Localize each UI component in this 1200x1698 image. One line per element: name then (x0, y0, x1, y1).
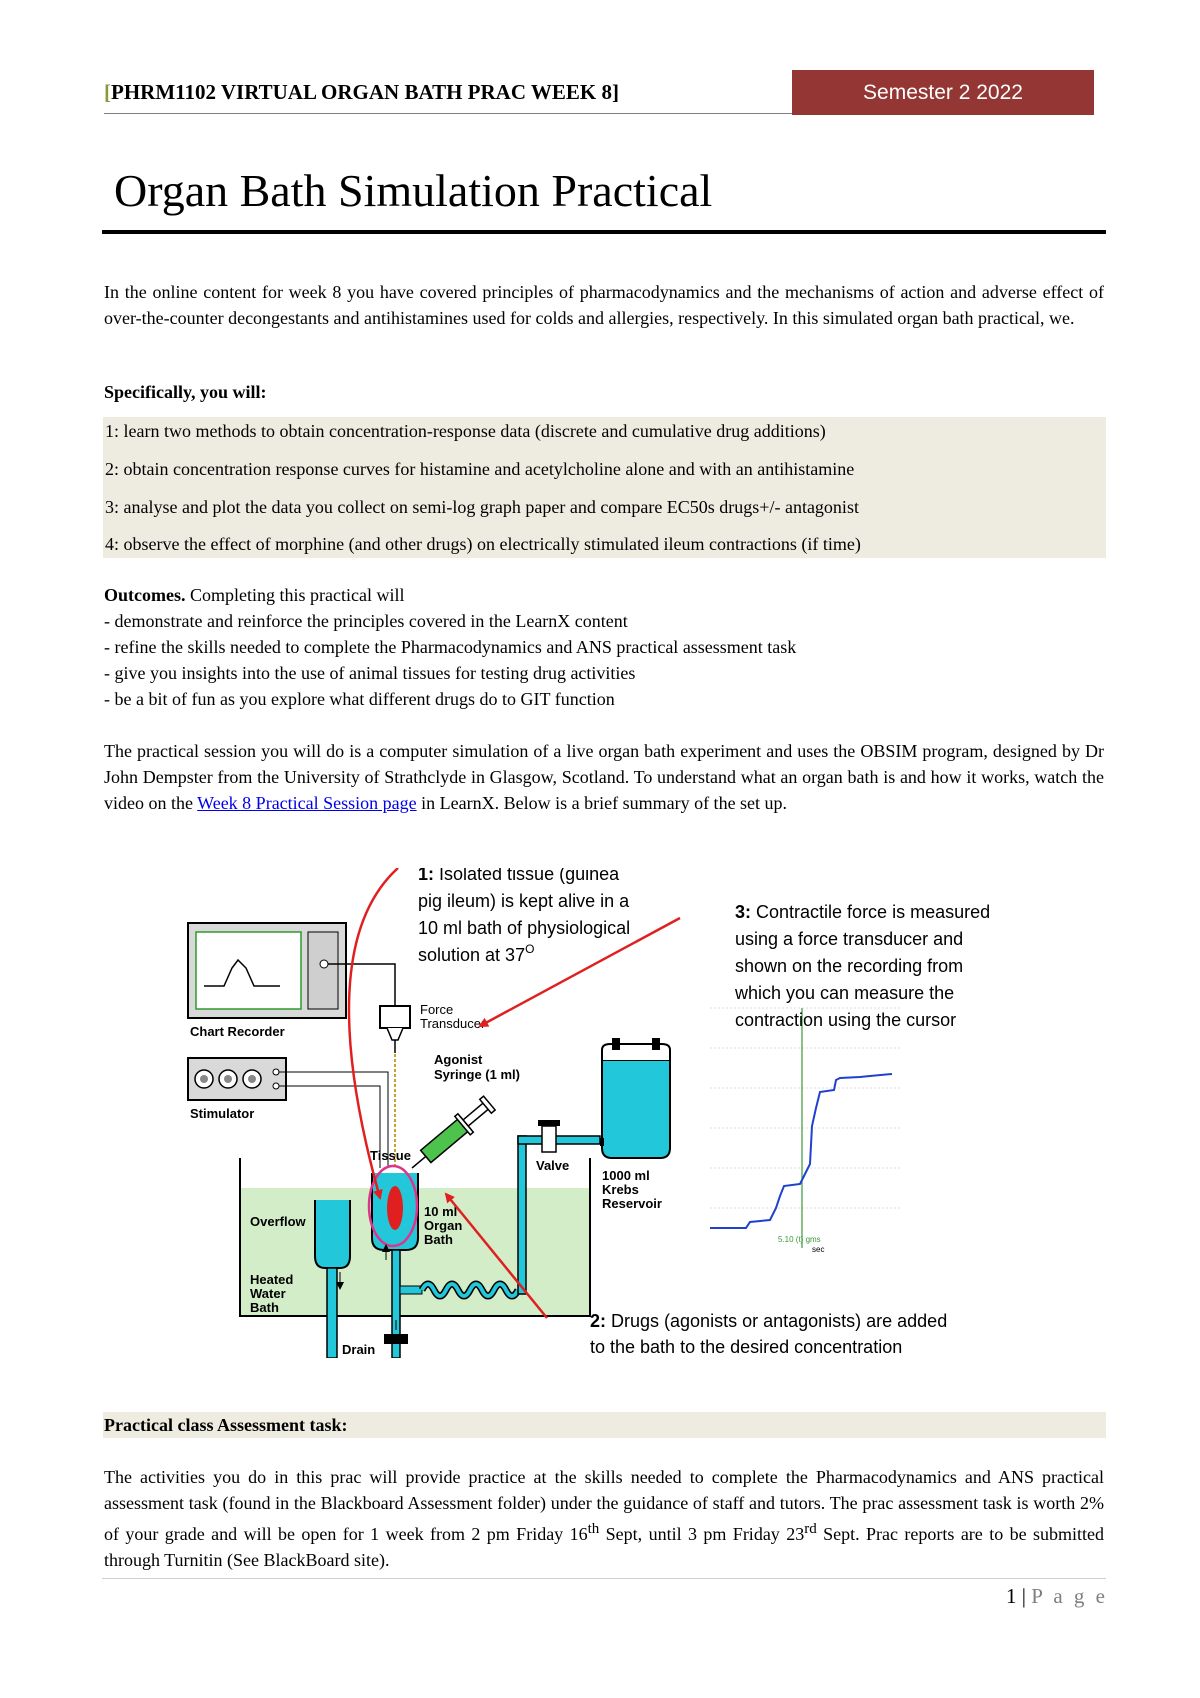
callout-3 (734, 902, 990, 1030)
svg-text:3: Contractile force is measur (735, 902, 990, 922)
reservoir-label-1: 1000 ml (602, 1168, 650, 1183)
outcome-item: - refine the skills needed to complete the Pharmacodynamics and ANS practical assessment task (104, 637, 797, 657)
header-rule (104, 113, 794, 114)
practical-session-link[interactable]: Week 8 Practical Session page (197, 793, 417, 813)
transducer-label: Transducer (420, 1016, 486, 1031)
bath-label-1: 10 ml (424, 1204, 458, 1219)
chart-recorder-label: Chart Recorder (190, 1024, 285, 1039)
callout3-line: contraction using the cursor (735, 1010, 957, 1030)
heated-label-1: Heated (250, 1272, 294, 1287)
force-transducer (380, 1002, 486, 1053)
bath-label-2: Organ (424, 1218, 463, 1233)
reservoir-label-3: Reservoir (602, 1196, 662, 1211)
outcomes-heading: Outcomes. (104, 585, 186, 605)
valve-label: Valve (536, 1158, 570, 1173)
stimulator (188, 1058, 286, 1121)
valve (536, 1120, 569, 1173)
callout3-line: which you can measure the (735, 983, 955, 1003)
objectives-list (103, 417, 1106, 558)
outcomes-lead: Completing this practical will (185, 585, 405, 605)
session-text-after: in LearnX. Below is a brief summary of the set up. (416, 793, 788, 813)
outcome-item: - demonstrate and reinforce the principles covered in the LearnX content (104, 611, 628, 631)
callout3-line: shown on the recording from (735, 956, 964, 976)
header-course: PHRM1102 VIRTUAL ORGAN BATH PRAC WEEK 8 (111, 80, 612, 104)
callout1-line: Isolated tissue (guinea (434, 868, 620, 884)
footer-separator: | (1016, 1584, 1032, 1608)
stimulator-label: Stimulator (190, 1106, 255, 1121)
page-title: Organ Bath Simulation Practical (114, 165, 713, 216)
assessment-sup-1: th (587, 1521, 600, 1537)
assessment-text-3: Sept. Prac reports are to be submitted through Turnitin (See BlackBoard site). (104, 1524, 1104, 1570)
list-item: 1: learn two methods to obtain concentration-response data (discrete and cumulative drug additions) (105, 421, 826, 441)
callout1-superscript: O (525, 942, 535, 956)
drain-label: Drain (342, 1342, 376, 1357)
callout3-line: using a force transducer and (735, 929, 964, 949)
trace-unit: sec (812, 1245, 825, 1254)
agonist-syringe (404, 1052, 520, 1177)
outcome-item: - give you insights into the use of animal tissues for testing drug activities (104, 663, 636, 683)
callout2-line: Drugs (agonists or antagonists) are added (606, 1311, 948, 1331)
outcome-item: - be a bit of fun as you explore what different drugs do to GIT function (104, 689, 615, 709)
outcomes-section (104, 582, 1104, 712)
title-rule (102, 230, 1106, 234)
list-item: 3: analyse and plot the data you collect on semi-log graph paper and compare EC50s drugs+/- antagonist (105, 497, 859, 517)
krebs-reservoir (600, 1038, 670, 1211)
svg-text:2: Drugs (agonists or antagoni (590, 1311, 947, 1331)
callout1-line: pig ileum) is kept alive in a (418, 891, 630, 911)
callout3-number: 3: (735, 902, 752, 922)
callout-1 (418, 868, 630, 965)
callout-2 (590, 1311, 947, 1357)
list-item: 4: observe the effect of morphine (and other drugs) on electrically stimulated ileum contractions (if time) (105, 534, 861, 554)
header-bracket-open: [ (104, 80, 111, 104)
bath-label-3: Bath (424, 1232, 453, 1247)
assessment-paragraph (104, 1464, 1104, 1573)
agonist-label: Agonist (434, 1052, 483, 1067)
specifically-heading: Specifically, you will: (104, 382, 267, 402)
callout1-number: 1: (418, 868, 435, 884)
svg-text:1: Isolated tissue (guinea (418, 868, 620, 884)
session-paragraph (104, 738, 1104, 816)
intro-paragraph: In the online content for week 8 you have covered principles of pharmacodynamics and the mechanisms of action and adverse effect of over-the-counter decongestants and antihistamines used for colds and allergies, respectively. In this simulated organ bath practical, we. (104, 282, 1104, 328)
running-header-title (104, 80, 619, 105)
chart-recorder (188, 923, 346, 1039)
page-footer (1006, 1584, 1108, 1609)
page-word: P a g e (1031, 1584, 1108, 1608)
assessment-text-1: The activities you do in this prac will provide practice at the skills needed to complete the Pharmacodynamics and ANS practical assessment task (found in the Blackboard Assessment folder) under the guidance of staff and tutors. The prac assessment task is worth 2% of your grade and will be open for 1 week from 2 pm Friday 16 (104, 1467, 1104, 1544)
page-number: 1 (1005, 1584, 1017, 1608)
callout1-line: solution at 37 (418, 945, 526, 965)
reservoir-label-2: Krebs (602, 1182, 639, 1197)
callout2-number: 2: (590, 1311, 607, 1331)
syringe-label: Syringe (1 ml) (434, 1067, 520, 1082)
session-text-before: The practical session you will do is a computer simulation of a live organ bath experiment and uses the OBSIM program, designed by Dr John Dempster from the University of Strathclyde in Glasgow, Scotland. To understand what an organ bath is and how it works, watch the video on the (104, 741, 1104, 813)
callout2-line: to the bath to the desired concentration (590, 1337, 903, 1357)
semester-badge: Semester 2 2022 (792, 70, 1094, 115)
organ-bath-diagram (180, 868, 1040, 1358)
trace-cursor-readout: 5.10 (t) gms (778, 1235, 821, 1244)
callout1-line: 10 ml bath of physiological (418, 918, 631, 938)
heated-label-3: Bath (250, 1300, 279, 1315)
callout3-line: Contractile force is measured (751, 902, 991, 922)
recording-trace (710, 1008, 900, 1254)
force-label: Force (420, 1002, 454, 1017)
assessment-sup-2: rd (804, 1521, 817, 1537)
heated-label-2: Water (250, 1286, 286, 1301)
assessment-heading: Practical class Assessment task: (104, 1415, 348, 1435)
tissue-label: Tissue (370, 1148, 411, 1163)
footer-rule (102, 1578, 1106, 1579)
list-item: 2: obtain concentration response curves for histamine and acetylcholine alone and with an antihistamine (105, 459, 855, 479)
header-bracket-close: ] (611, 80, 619, 104)
svg-text:solution at 37O (418, 942, 534, 965)
assessment-text-2: Sept, until 3 pm Friday 23 (599, 1524, 805, 1544)
overflow-label: Overflow (250, 1214, 306, 1229)
